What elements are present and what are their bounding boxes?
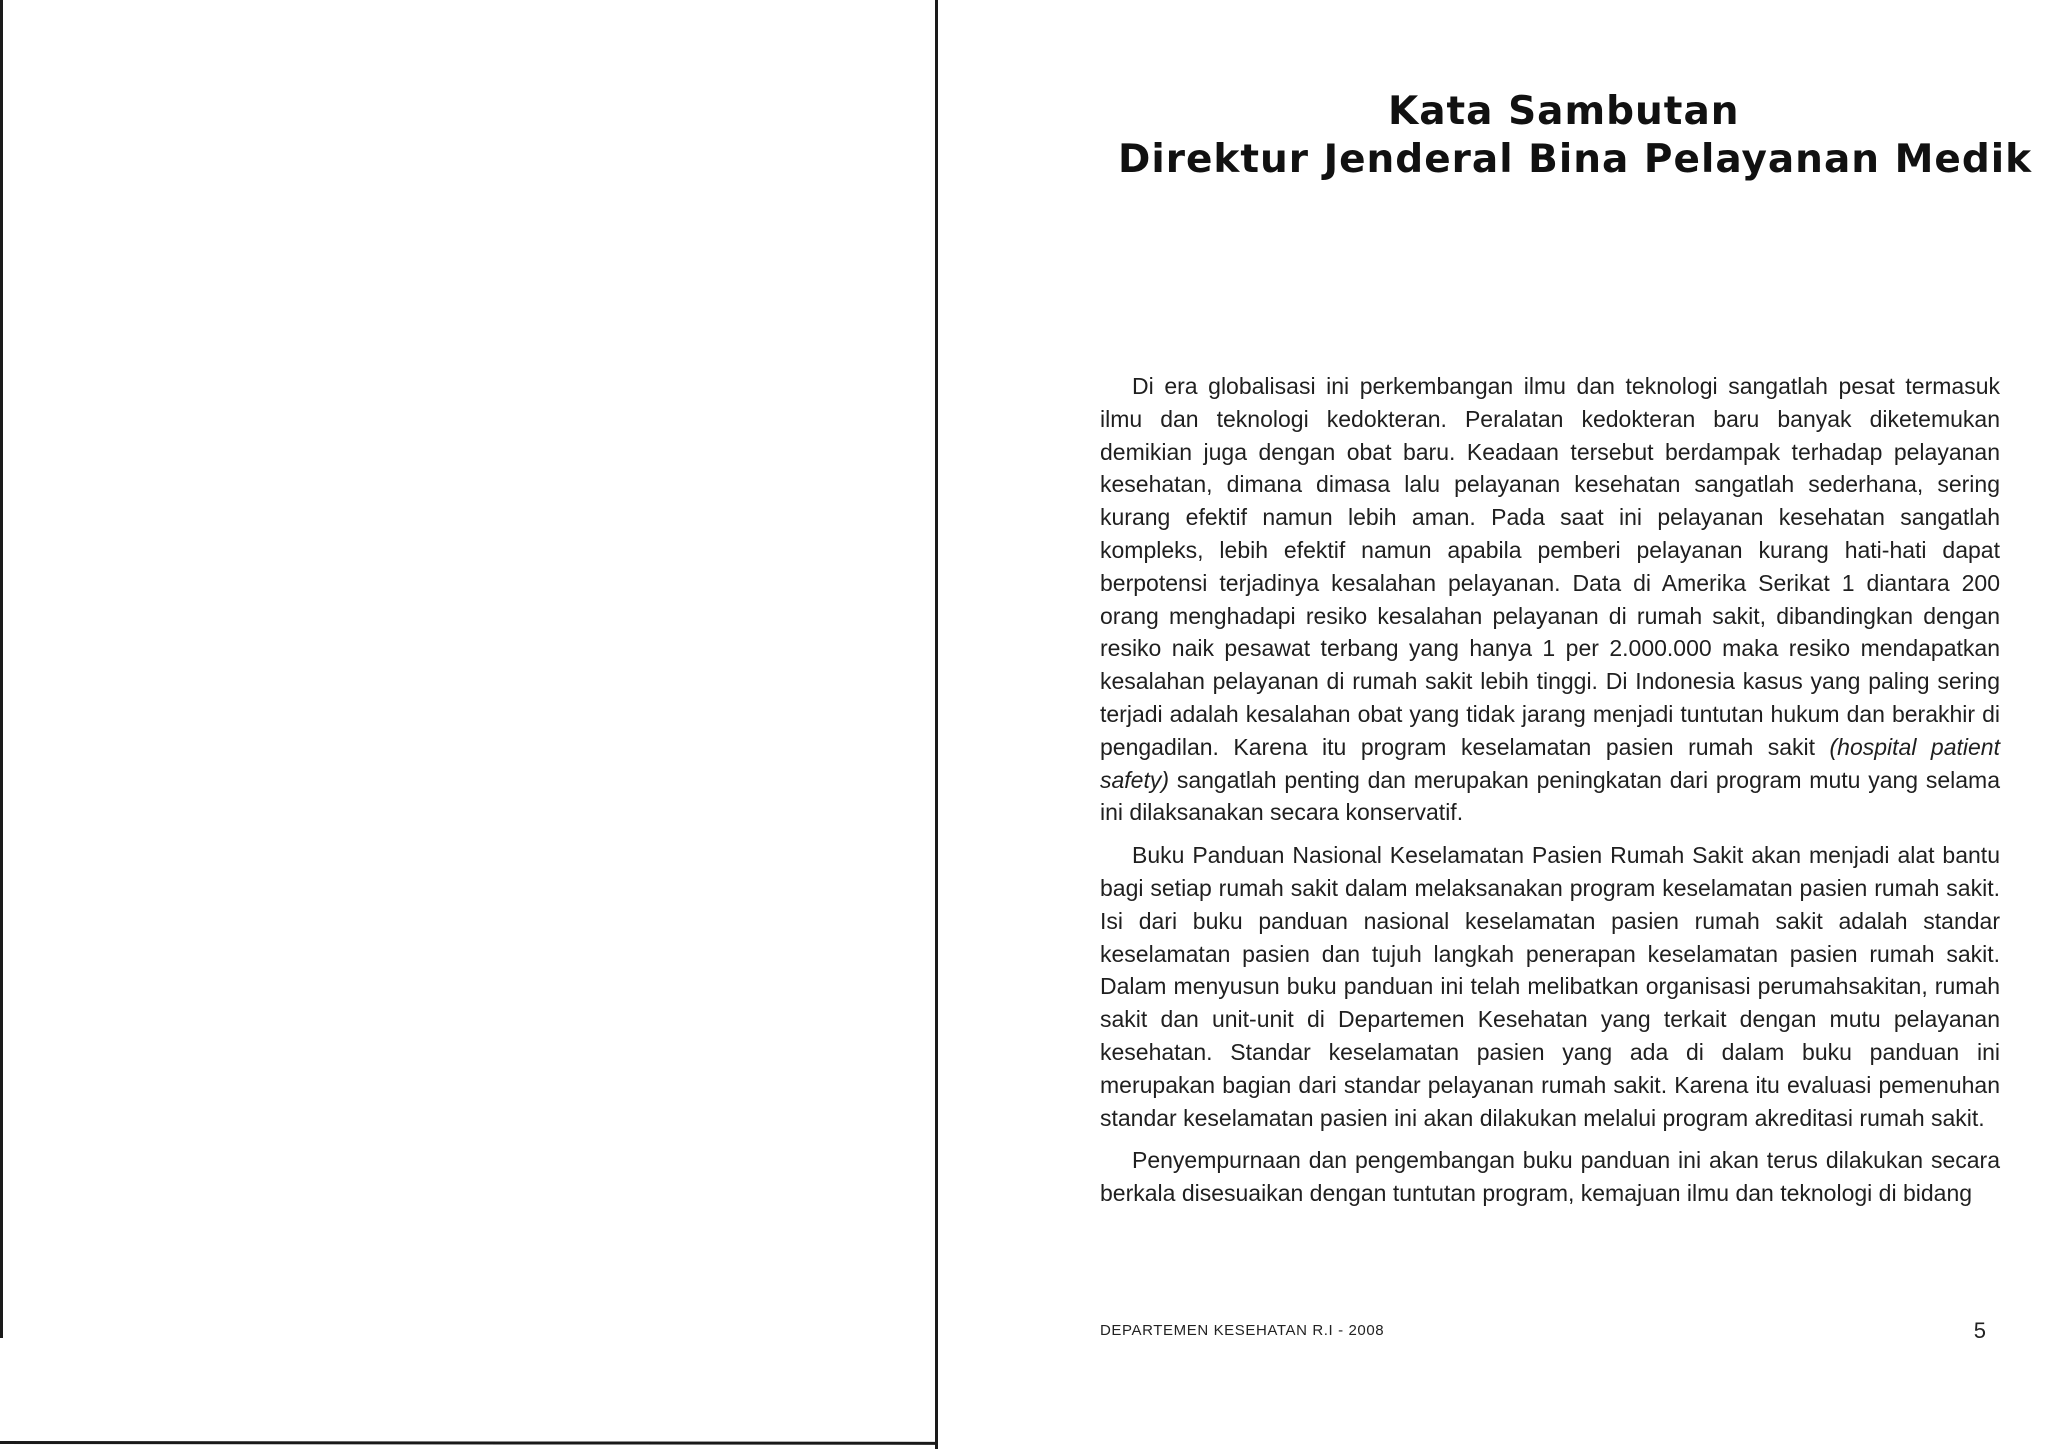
- paragraph-1-text-a: Di era globalisasi ini perkembangan ilmu dan teknologi sangatlah pesat termasuk ilmu dan teknologi kedokteran. Peralatan kedokteran baru banyak diketemukan demikian juga dengan obat baru. Keadaan tersebut berdampak terhadap pelayanan kesehatan, dimana dimasa lalu pelayanan kesehatan sangatlah sederhana, sering kurang efektif namun lebih aman. Pada saat ini pelayanan kesehatan sangatlah kompleks, lebih efektif namun apabila pemberi pelayanan kurang hati-hati dapat berpotensi terjadinya kesalahan pelayanan. Data di Amerika Serikat 1 diantara 200 orang menghadapi resiko kesalahan pelayanan di rumah sakit, dibandingkan dengan resiko naik pesawat terbang yang hanya 1 per 2.000.000 maka resiko mendapatkan kesalahan pelayanan di rumah sakit lebih tinggi. Di Indonesia kasus yang paling sering terjadi adalah kesalahan obat yang tidak jarang menjadi tuntutan hukum dan berakhir di pengadilan. Karena itu program keselamatan pasien rumah sakit: [1100, 373, 2000, 760]
- page-number: 5: [1973, 1318, 1986, 1343]
- body-text: [1100, 370, 2000, 1220]
- title-line-2: Direktur Jenderal Bina Pelayanan Medik: [1118, 137, 2033, 182]
- page-footer: [1100, 1318, 1986, 1348]
- scan-border-spine: [935, 0, 938, 1449]
- scan-border-left: [0, 0, 3, 1338]
- left-blank-page: [0, 0, 938, 1449]
- paragraph-1: [1100, 370, 2000, 829]
- right-page: [1100, 0, 2033, 1449]
- scan-border-bottom: [0, 1441, 938, 1445]
- page-title: [1100, 88, 2033, 184]
- paragraph-1-text-b: sangatlah penting dan merupakan peningkatan dari program mutu yang selama ini dilaksanakan secara konservatif.: [1100, 766, 2000, 826]
- paragraph-2: Buku Panduan Nasional Keselamatan Pasien Rumah Sakit akan menjadi alat bantu bagi setiap rumah sakit dalam melaksanakan program keselamatan pasien rumah sakit. Isi dari buku panduan nasional keselamatan pasien rumah sakit adalah standar keselamatan pasien dan tujuh langkah penerapan keselamatan pasien rumah sakit. Dalam menyusun buku panduan ini telah melibatkan organisasi perumahsakitan, rumah sakit dan unit-unit di Departemen Kesehatan yang terkait dengan mutu pelayanan kesehatan. Standar keselamatan pasien yang ada di dalam buku panduan ini merupakan bagian dari standar pelayanan rumah sakit. Karena itu evaluasi pemenuhan standar keselamatan pasien ini akan dilakukan melalui program akreditasi rumah sakit.: [1100, 842, 2000, 1131]
- paragraph-3: Penyempurnaan dan pengembangan buku panduan ini akan terus dilakukan secara berkala disesuaikan dengan tuntutan program, kemajuan ilmu dan teknologi di bidang: [1100, 1147, 2000, 1207]
- footer-publisher: DEPARTEMEN KESEHATAN R.I - 2008: [1100, 1322, 1385, 1339]
- paragraph-1-italic-term: (hospital patient safety): [1100, 733, 2000, 793]
- title-line-1: Kata Sambutan: [1388, 89, 1740, 134]
